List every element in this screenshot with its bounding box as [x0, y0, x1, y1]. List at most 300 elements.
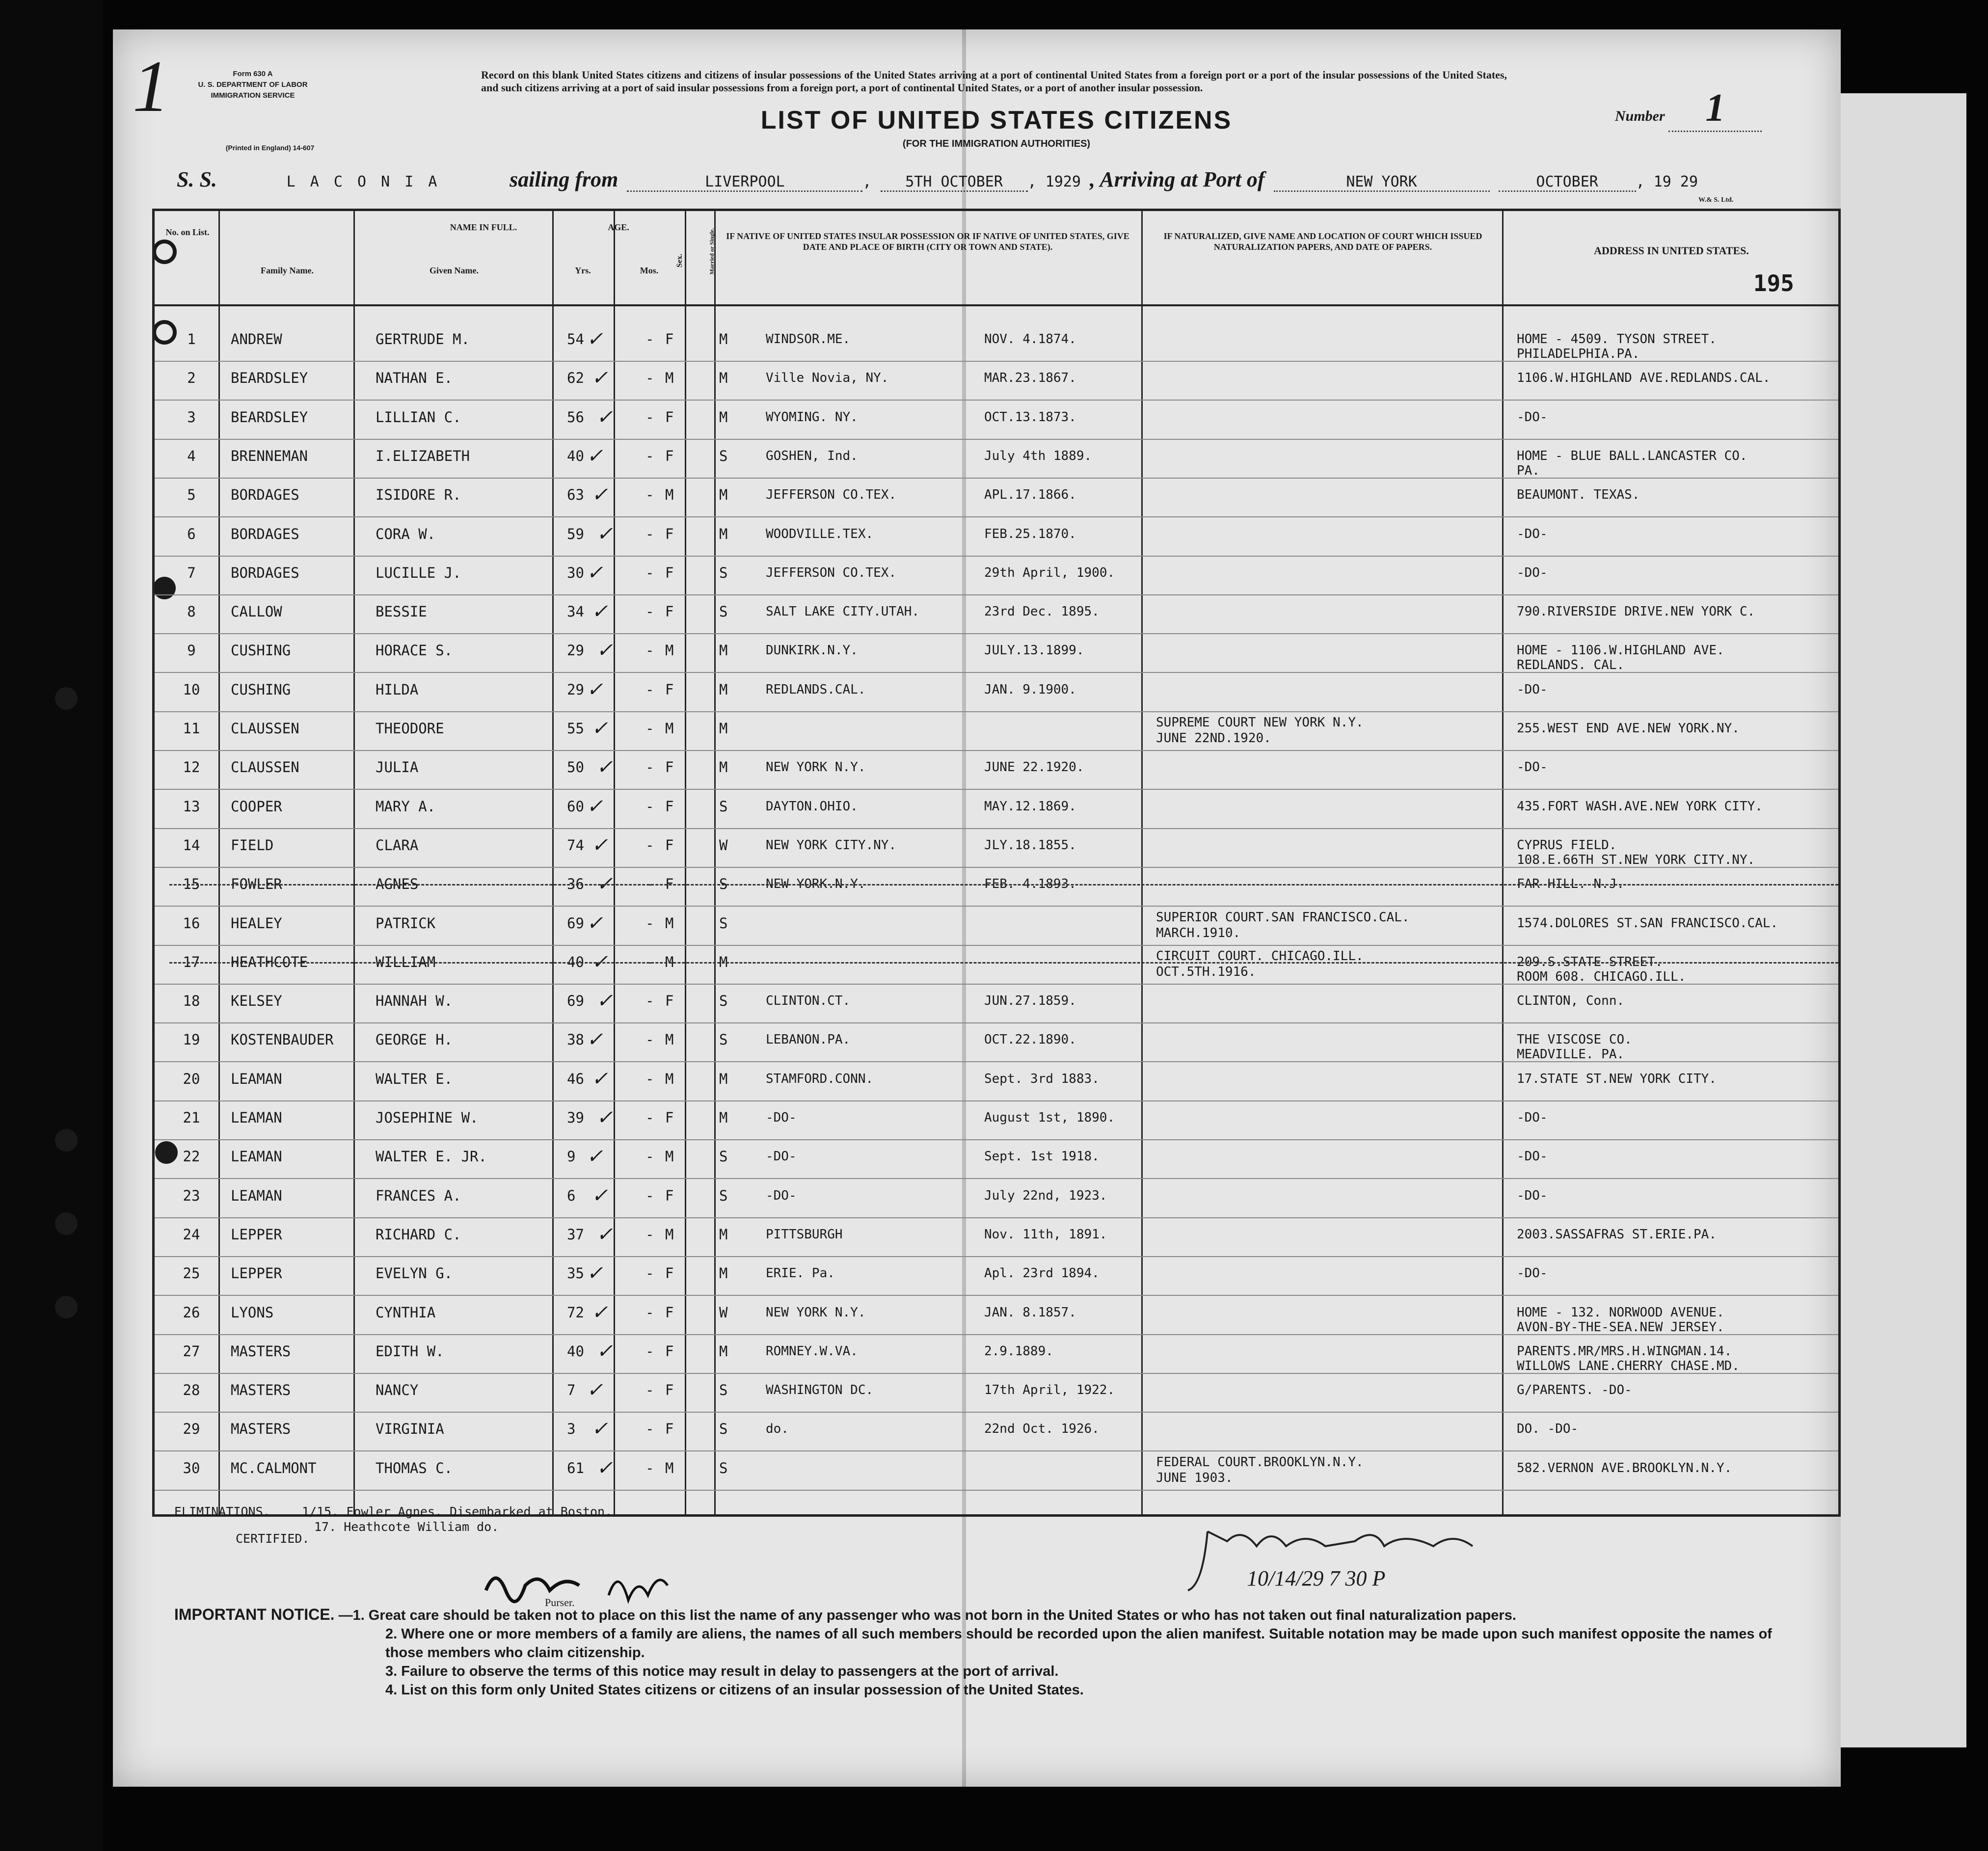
row-number: 3: [187, 408, 196, 426]
address-line-1: CYPRUS FIELD.: [1517, 837, 1617, 853]
given-name: PATRICK: [376, 914, 436, 932]
given-name: EDITH W.: [376, 1342, 444, 1360]
marital-status: S: [719, 447, 728, 464]
row-rule: [155, 828, 1838, 829]
family-name: BORDAGES: [231, 525, 299, 542]
birth-place: SALT LAKE CITY.UTAH.: [766, 604, 920, 619]
row-number: 9: [187, 642, 196, 659]
checkmark-icon: ✓: [596, 1340, 613, 1362]
sex: M: [665, 1070, 674, 1087]
passenger-table: [152, 209, 1841, 1517]
age-years: 74: [567, 836, 584, 854]
col-header-mos: Mos.: [640, 266, 659, 275]
given-name: I.ELIZABETH: [376, 447, 470, 464]
family-name: CUSHING: [231, 642, 291, 659]
family-name: LEPPER: [231, 1265, 282, 1282]
naturalization-date: JUNE 1903.: [1156, 1470, 1233, 1485]
ss-label: S. S.: [177, 167, 217, 191]
sex: F: [665, 1342, 674, 1360]
address-line-1: 255.WEST END AVE.NEW YORK.NY.: [1517, 721, 1740, 736]
sex: F: [665, 798, 674, 815]
age-years: 3: [567, 1421, 576, 1438]
months-dash: -: [645, 331, 654, 348]
arrival-port: NEW YORK: [1274, 173, 1490, 192]
age-years: 69: [567, 914, 584, 932]
family-name: MC.CALMONT: [231, 1459, 317, 1476]
row-number: 28: [183, 1382, 200, 1399]
row-rule: [155, 516, 1838, 517]
marital-status: M: [719, 486, 728, 504]
col-header-birth: IF NATIVE OF UNITED STATES INSULAR POSSESSION OR IF NATIVE OF UNITED STATES, GIVE DATE AND PLACE OF BIRTH (CITY OR TOWN AND STATE).: [726, 231, 1129, 252]
sex: F: [665, 1265, 674, 1282]
age-years: 63: [567, 486, 584, 504]
row-number: 1: [187, 331, 196, 348]
marital-status: M: [719, 331, 728, 348]
birth-place: JEFFERSON CO.TEX.: [766, 487, 897, 503]
birth-date: Nov. 11th, 1891.: [984, 1227, 1107, 1242]
sex: M: [665, 914, 674, 932]
marital-status: S: [719, 1148, 728, 1165]
age-years: 40: [567, 953, 584, 970]
given-name: HILDA: [376, 681, 419, 698]
age-years: 60: [567, 798, 584, 815]
birth-date: JAN. 9.1900.: [984, 682, 1076, 697]
naturalization-court: CIRCUIT COURT. CHICAGO.ILL.: [1156, 948, 1364, 964]
address-line-1: 209.S.STATE STREET.: [1517, 954, 1663, 969]
row-number: 27: [183, 1342, 200, 1360]
age-years: 7: [567, 1382, 576, 1399]
address-line-1: -DO-: [1517, 1110, 1548, 1125]
family-name: MASTERS: [231, 1382, 291, 1399]
months-dash: -: [645, 447, 654, 464]
sex: F: [665, 564, 674, 581]
row-rule: [155, 750, 1838, 751]
birth-place: NEW YORK.N.Y.: [766, 877, 866, 892]
months-dash: -: [645, 603, 654, 620]
given-name: WALTER E.: [376, 1070, 453, 1087]
checkmark-icon: ✓: [596, 990, 613, 1012]
family-name: LYONS: [231, 1304, 274, 1321]
family-name: HEATHCOTE: [231, 953, 308, 970]
address-line-1: HOME - 1106.W.HIGHLAND AVE.: [1517, 643, 1724, 658]
checkmark-icon: ✓: [587, 912, 603, 934]
sex: F: [665, 1382, 674, 1399]
checkmark-icon: ✓: [591, 1184, 608, 1207]
strike-through-line: [169, 962, 1838, 964]
row-rule: [155, 1100, 1838, 1101]
sex: F: [665, 1187, 674, 1204]
family-name: BORDAGES: [231, 486, 299, 504]
given-name: JULIA: [376, 759, 419, 776]
birth-place: WYOMING. NY.: [766, 409, 858, 425]
elimination-1: 1/15. Fowler Agnes. Disembarked at Boston.: [302, 1504, 613, 1519]
months-dash: -: [645, 720, 654, 737]
marital-status: W: [719, 1304, 728, 1321]
birth-date: MAR.23.1867.: [984, 371, 1076, 386]
birth-place: ERIE. Pa.: [766, 1266, 835, 1281]
given-name: LILLIAN C.: [376, 408, 461, 426]
row-number: 10: [183, 681, 200, 698]
months-dash: -: [645, 642, 654, 659]
given-name: VIRGINIA: [376, 1421, 444, 1438]
naturalization-date: OCT.5TH.1916.: [1156, 964, 1256, 979]
marital-status: M: [719, 408, 728, 426]
col-header-given: Given Name.: [430, 266, 479, 275]
birth-date: 22nd Oct. 1926.: [984, 1422, 1100, 1437]
age-years: 54: [567, 331, 584, 348]
address-line-1: CLINTON, Conn.: [1517, 993, 1625, 1009]
age-years: 6: [567, 1187, 576, 1204]
family-name: CUSHING: [231, 681, 291, 698]
address-line-1: FAR HILL. N.J.: [1517, 877, 1625, 892]
age-years: 39: [567, 1109, 584, 1126]
family-name: BEARDSLEY: [231, 408, 308, 426]
family-name: FOWLER: [231, 876, 282, 893]
months-dash: -: [645, 1031, 654, 1048]
birth-place: NEW YORK N.Y.: [766, 1305, 866, 1320]
months-dash: -: [645, 953, 654, 970]
voyage-line: S. S. L A C O N I A sailing from LIVERPOOL , 5TH OCTOBER , 1929 , Arriving at Port of NEW YORK OCTOBER , 19 29: [177, 167, 1698, 191]
address-line-1: -DO-: [1517, 682, 1548, 697]
sex: F: [665, 1304, 674, 1321]
marital-status: S: [719, 603, 728, 620]
family-name: KELSEY: [231, 993, 282, 1010]
birth-place: ROMNEY.W.VA.: [766, 1343, 858, 1359]
birth-date: OCT.22.1890.: [984, 1032, 1076, 1047]
marital-status: M: [719, 759, 728, 776]
document-subtitle: (FOR THE IMMIGRATION AUTHORITIES): [902, 138, 1091, 149]
months-dash: -: [645, 1342, 654, 1360]
birth-place: -DO-: [766, 1149, 797, 1164]
row-rule: [155, 906, 1838, 907]
birth-date: 17th April, 1922.: [984, 1383, 1115, 1398]
address-line-1: 582.VERNON AVE.BROOKLYN.N.Y.: [1517, 1460, 1732, 1475]
checkmark-icon: ✓: [596, 1106, 613, 1128]
address-line-2: ROOM 608. CHICAGO.ILL.: [1517, 969, 1686, 984]
family-name: BEARDSLEY: [231, 370, 308, 387]
sex: M: [665, 1226, 674, 1243]
months-dash: -: [645, 525, 654, 542]
given-name: FRANCES A.: [376, 1187, 461, 1204]
given-name: THOMAS C.: [376, 1459, 453, 1476]
checkmark-icon: ✓: [591, 1067, 608, 1090]
row-rule: [155, 1256, 1838, 1257]
row-number: 15: [183, 876, 200, 893]
row-number: 23: [183, 1187, 200, 1204]
row-rule: [155, 1490, 1838, 1491]
birth-date: July 22nd, 1923.: [984, 1188, 1107, 1203]
age-years: 62: [567, 370, 584, 387]
col-header-address: ADDRESS IN UNITED STATES.: [1594, 244, 1749, 257]
months-dash: -: [645, 1109, 654, 1126]
notice-item-3: 3. Failure to observe the terms of this notice may result in delay to passengers at the port of arrival.: [385, 1663, 1059, 1679]
marital-status: S: [719, 1459, 728, 1476]
row-number: 11: [183, 720, 200, 737]
age-years: 35: [567, 1265, 584, 1282]
row-number: 20: [183, 1070, 200, 1087]
row-rule: [155, 1178, 1838, 1179]
department-name: U. S. DEPARTMENT OF LABOR: [198, 80, 308, 89]
given-name: ISIDORE R.: [376, 486, 461, 504]
family-name: FIELD: [231, 836, 274, 854]
birth-place: PITTSBURGH: [766, 1227, 843, 1242]
age-years: 61: [567, 1459, 584, 1476]
given-name: RICHARD C.: [376, 1226, 461, 1243]
arrival-date: OCTOBER: [1499, 173, 1636, 192]
birth-date: MAY.12.1869.: [984, 799, 1076, 814]
row-number: 21: [183, 1109, 200, 1126]
months-dash: -: [645, 370, 654, 387]
sex: F: [665, 759, 674, 776]
family-name: BRENNEMAN: [231, 447, 308, 464]
birth-date: JAN. 8.1857.: [984, 1305, 1076, 1320]
checkmark-icon: ✓: [587, 1262, 603, 1285]
form-id-block: [172, 69, 334, 101]
marital-status: S: [719, 876, 728, 893]
given-name: MARY A.: [376, 798, 436, 815]
birth-place: WOODVILLE.TEX.: [766, 526, 874, 541]
number-value: 1: [1668, 86, 1762, 132]
naturalization-court: SUPREME COURT NEW YORK N.Y.: [1156, 715, 1364, 730]
birth-date: Apl. 23rd 1894.: [984, 1266, 1100, 1281]
marital-status: M: [719, 1265, 728, 1282]
address-line-2: PA.: [1517, 463, 1540, 478]
row-rule: [155, 1217, 1838, 1218]
inspector-signature-scribble: [1178, 1512, 1522, 1610]
row-number: 12: [183, 759, 200, 776]
address-line-1: 2003.SASSAFRAS ST.ERIE.PA.: [1517, 1227, 1717, 1242]
given-name: NATHAN E.: [376, 370, 453, 387]
naturalization-court: SUPERIOR COURT.SAN FRANCISCO.CAL.: [1156, 910, 1410, 925]
service-name: IMMIGRATION SERVICE: [211, 91, 295, 100]
corner-handwritten-number: 1: [133, 46, 169, 127]
months-dash: -: [645, 564, 654, 581]
birth-place: NEW YORK CITY.NY.: [766, 837, 897, 853]
row-rule: [155, 400, 1838, 401]
family-name: LEAMAN: [231, 1148, 282, 1165]
birth-date: 23rd Dec. 1895.: [984, 604, 1100, 619]
address-line-1: THE VISCOSE CO.: [1517, 1032, 1632, 1047]
address-line-1: DO. -DO-: [1517, 1422, 1579, 1437]
row-number: 16: [183, 914, 200, 932]
birth-date: Sept. 1st 1918.: [984, 1149, 1100, 1164]
address-line-1: -DO-: [1517, 760, 1548, 775]
age-years: 59: [567, 525, 584, 542]
notice-item-4: 4. List on this form only United States citizens or citizens of an insular possession of the United States.: [385, 1682, 1084, 1698]
form-number: Form 630 A: [233, 70, 273, 78]
form-preamble: Record on this blank United States citizens and citizens of insular possessions of the United States arriving at a port of continental United States from a foreign port or a port of the insular possessions of the United States, and such citizens arriving at a port of said insular possessions from a foreign port, a port of continental United States, or a port of another insular possession.: [481, 69, 1507, 94]
purser-label: Purser.: [545, 1596, 575, 1609]
address-line-1: 435.FORT WASH.AVE.NEW YORK CITY.: [1517, 799, 1763, 814]
address-line-1: 1574.DOLORES ST.SAN FRANCISCO.CAL.: [1517, 915, 1778, 931]
given-name: GERTRUDE M.: [376, 331, 470, 348]
printer-code: W.& S. Ltd.: [1698, 196, 1734, 204]
row-rule: [155, 556, 1838, 557]
given-name: CORA W.: [376, 525, 436, 542]
departure-date: 5TH OCTOBER: [881, 173, 1028, 192]
months-dash: -: [645, 1421, 654, 1438]
checkmark-icon: ✓: [587, 1028, 603, 1051]
marital-status: M: [719, 525, 728, 542]
checkmark-icon: ✓: [591, 600, 608, 623]
punch-hole: [55, 687, 78, 710]
sex: M: [665, 642, 674, 659]
row-number: 29: [183, 1421, 200, 1438]
age-years: 29: [567, 642, 584, 659]
family-name: CALLOW: [231, 603, 282, 620]
row-rule: [155, 945, 1838, 946]
address-line-2: WILLOWS LANE.CHERRY CHASE.MD.: [1517, 1358, 1740, 1373]
sex: F: [665, 1421, 674, 1438]
address-line-1: -DO-: [1517, 1188, 1548, 1203]
marital-status: M: [719, 720, 728, 737]
row-rule: [155, 1450, 1838, 1451]
row-rule: [155, 1412, 1838, 1413]
row-number: 4: [187, 447, 196, 464]
row-number: 13: [183, 798, 200, 815]
months-dash: -: [645, 836, 654, 854]
inspector-signature: [1178, 1512, 1522, 1610]
naturalization-date: JUNE 22ND.1920.: [1156, 731, 1271, 746]
age-years: 30: [567, 564, 584, 581]
marital-status: M: [719, 1109, 728, 1126]
address-line-1: 1106.W.HIGHLAND AVE.REDLANDS.CAL.: [1517, 371, 1771, 386]
family-name: MASTERS: [231, 1421, 291, 1438]
family-name: KOSTENBAUDER: [231, 1031, 334, 1048]
marital-status: S: [719, 993, 728, 1010]
checkmark-icon: ✓: [591, 483, 608, 506]
birth-place: -DO-: [766, 1188, 797, 1203]
months-dash: -: [645, 408, 654, 426]
address-line-1: 790.RIVERSIDE DRIVE.NEW YORK C.: [1517, 604, 1755, 619]
elimination-2: 17. Heathcote William do.: [314, 1520, 499, 1534]
given-name: NANCY: [376, 1382, 419, 1399]
checkmark-icon: ✓: [587, 1379, 603, 1401]
punch-hole: [55, 1296, 78, 1318]
arriving-label: , Arriving at Port of: [1089, 167, 1265, 191]
months-dash: -: [645, 1265, 654, 1282]
age-years: 38: [567, 1031, 584, 1048]
birth-date: Sept. 3rd 1883.: [984, 1071, 1100, 1086]
months-dash: -: [645, 1187, 654, 1204]
birth-date: JUN.27.1859.: [984, 993, 1076, 1009]
sailing-from-label: sailing from: [510, 167, 618, 191]
departure-port: LIVERPOOL: [627, 173, 862, 192]
checkmark-icon: ✓: [587, 328, 603, 350]
birth-place: CLINTON.CT.: [766, 993, 851, 1009]
important-notice: [174, 1605, 1804, 1699]
row-number: 8: [187, 603, 196, 620]
family-name: COOPER: [231, 798, 282, 815]
family-name: BORDAGES: [231, 564, 299, 581]
row-rule: [155, 711, 1838, 712]
row-rule: [155, 594, 1838, 595]
row-number: 2: [187, 370, 196, 387]
checkmark-icon: ✓: [587, 678, 603, 700]
birth-place: LEBANON.PA.: [766, 1032, 851, 1047]
address-line-1: -DO-: [1517, 1266, 1548, 1281]
months-dash: -: [645, 798, 654, 815]
sex: M: [665, 1459, 674, 1476]
birth-date: August 1st, 1890.: [984, 1110, 1115, 1125]
checkmark-icon: ✓: [587, 795, 603, 817]
family-name: LEAMAN: [231, 1109, 282, 1126]
birth-place: WASHINGTON DC.: [766, 1383, 874, 1398]
birth-place: Ville Novia, NY.: [766, 371, 889, 386]
row-number: 26: [183, 1304, 200, 1321]
marital-status: S: [719, 1382, 728, 1399]
family-name: ANDREW: [231, 331, 282, 348]
row-rule: [155, 1022, 1838, 1023]
sex: F: [665, 836, 674, 854]
birth-place: NEW YORK N.Y.: [766, 760, 866, 775]
age-years: 72: [567, 1304, 584, 1321]
given-name: THEODORE: [376, 720, 444, 737]
address-line-1: PARENTS.MR/MRS.H.WINGMAN.14.: [1517, 1343, 1732, 1359]
address-line-2: PHILADELPHIA.PA.: [1517, 347, 1640, 361]
marital-status: W: [719, 836, 728, 854]
row-number: 5: [187, 486, 196, 504]
col-header-age: AGE.: [608, 222, 629, 232]
checkmark-icon: ✓: [596, 639, 613, 662]
address-line-2: REDLANDS. CAL.: [1517, 658, 1625, 673]
address-line-2: 108.E.66TH ST.NEW YORK CITY.NY.: [1517, 852, 1755, 867]
row-number: 19: [183, 1031, 200, 1048]
given-name: LUCILLE J.: [376, 564, 461, 581]
sex: F: [665, 447, 674, 464]
sex: F: [665, 1109, 674, 1126]
sex: F: [665, 993, 674, 1010]
months-dash: -: [645, 1148, 654, 1165]
checkmark-icon: ✓: [596, 405, 613, 428]
address-line-1: -DO-: [1517, 565, 1548, 580]
number-label: Number: [1615, 108, 1665, 124]
row-number: 30: [183, 1459, 200, 1476]
departure-year: 1929: [1045, 173, 1081, 190]
months-dash: -: [645, 1304, 654, 1321]
checkmark-icon: ✓: [591, 1301, 608, 1323]
col-header-family: Family Name.: [261, 266, 314, 275]
given-name: JOSEPHINE W.: [376, 1109, 479, 1126]
address-line-1: HOME - 132. NORWOOD AVENUE.: [1517, 1305, 1724, 1320]
family-name: CLAUSSEN: [231, 720, 299, 737]
inspector-date: 10/14/29 7 30 P: [1247, 1566, 1386, 1590]
given-name: WALTER E. JR.: [376, 1148, 487, 1165]
printed-note: (Printed in England) 14-607: [225, 144, 315, 152]
age-years: 69: [567, 993, 584, 1010]
marital-status: M: [719, 1070, 728, 1087]
months-dash: -: [645, 486, 654, 504]
marital-status: S: [719, 914, 728, 932]
age-years: 46: [567, 1070, 584, 1087]
marital-status: S: [719, 1421, 728, 1438]
col-header-married: Married or Single.: [708, 228, 715, 275]
address-line-1: HOME - BLUE BALL.LANCASTER CO.: [1517, 448, 1747, 463]
sex: F: [665, 331, 674, 348]
punch-hole: [55, 1212, 78, 1235]
months-dash: -: [645, 1459, 654, 1476]
sex: F: [665, 681, 674, 698]
family-name: MASTERS: [231, 1342, 291, 1360]
document-title: LIST OF UNITED STATES CITIZENS: [760, 106, 1233, 134]
row-number: 18: [183, 993, 200, 1010]
birth-date: JULY.13.1899.: [984, 643, 1084, 658]
row-rule: [155, 1139, 1838, 1140]
marital-status: S: [719, 1031, 728, 1048]
age-years: 55: [567, 720, 584, 737]
given-name: WILLIAM: [376, 953, 436, 970]
marital-status: M: [719, 681, 728, 698]
